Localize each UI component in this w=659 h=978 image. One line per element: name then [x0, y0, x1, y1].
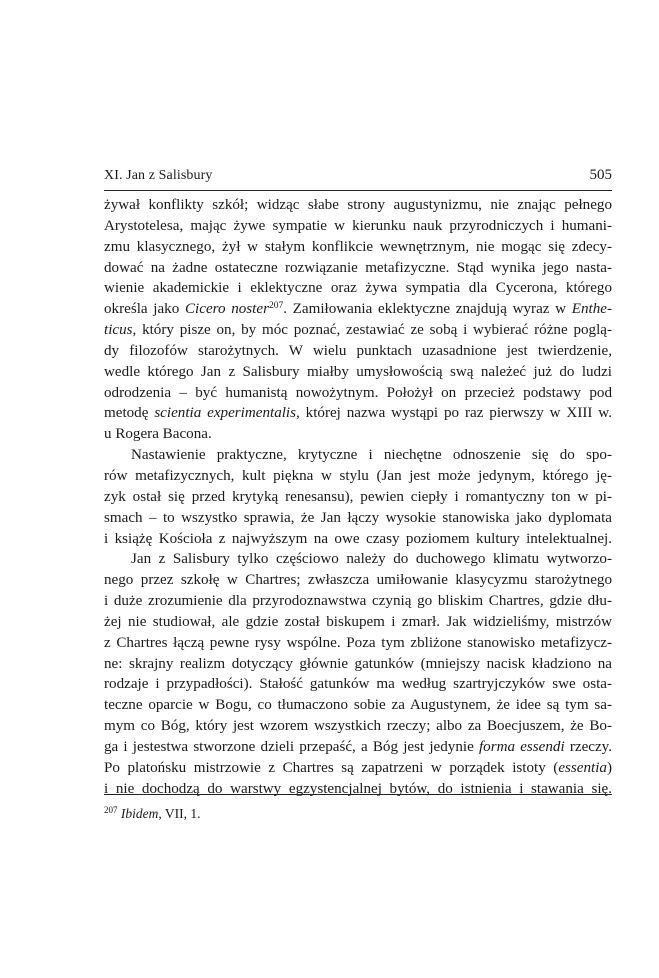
text-line: dy filozofów starożytnych. W wielu punktach uzasadnione jest twierdzenie, — [104, 342, 612, 359]
text-line: żywał konflikty szkół; widząc słabe strony augustynizmu, nie znając pełnego — [104, 197, 612, 213]
text-segment: rzeczy. — [564, 738, 613, 755]
text-line: Jan z Salisbury tylko częściowo należy do duchowego klimatu wytworzo- — [131, 551, 612, 568]
text-line: Arystotelesa, mając żywe sympatie w kierunku nauk przyrodniczych i humani- — [104, 217, 612, 234]
text-line: i nie dochodzą do warstwy egzystencjalnej bytów, do istnienia i stawania się. — [104, 780, 612, 797]
running-header — [104, 168, 612, 188]
header-rule — [104, 190, 612, 191]
footnote-rule — [104, 794, 612, 795]
text-line: Nastawienie praktyczne, krytyczne i niechętne odnoszenie się do spo- — [131, 447, 612, 464]
text-line: zmu klasycznego, żył w stałym konflikcie wewnętrznym, nie mogąc się zdecy- — [104, 238, 612, 255]
footnote-italic: Ibidem — [120, 806, 159, 821]
text-line — [104, 403, 612, 424]
text-line: z Chartres łączą pewne rysy wspólne. Poza tym zbliżone stanowisko metafizycz- — [104, 634, 612, 651]
text-line: teczne oparcie w Bogu, co tłumaczono sobie za Augustynem, że idee są tym sa- — [104, 697, 612, 714]
text-line: i duże zrozumienie dla przyrodoznawstwa czynią go bliskim Chartres, gdzie dłu- — [104, 593, 612, 610]
footnote-ref[interactable]: 207 — [268, 301, 284, 312]
text-segment: , który pisze on, by móc poznać, zestawiać ze sobą i wybierać różne poglą- — [132, 322, 612, 339]
text-line: zyk ostał się przed krytyką renesansu), pewien ciepły i romantyczny ton w pi- — [104, 488, 612, 505]
text-line: odrodzenia – być humanistą nowożytnym. Położył on przecież podstawy pod — [104, 384, 612, 401]
italic-phrase: ticus — [104, 322, 133, 339]
text-line — [104, 758, 612, 779]
footnote-number: 207 — [104, 805, 118, 815]
text-line: mym co Bóg, który jest wzorem wszystkich rzeczy; albo za Boecjuszem, że Bo- — [104, 718, 612, 735]
running-title: XI. Jan z Salisbury — [104, 168, 213, 183]
text-line: ne: skrajny realizm dotyczący głównie gatunków (mniejszy nacisk kładziono na — [104, 655, 612, 672]
footnote — [104, 806, 201, 822]
italic-phrase: essentia — [558, 759, 607, 776]
text-line: rodzaje i przypadłości). Stałość gatunków ma według szartryjczyków swe osta- — [104, 676, 612, 693]
text-line — [104, 737, 612, 758]
text-line: smach – to wszystko sprawia, że Jan łączy wysokie stanowiska jako dyplomata — [104, 509, 612, 526]
text-line: i książę Kościoła z najwyższym na owe czasy poziomem kultury intelektualnej. — [104, 530, 612, 547]
page-number: 505 — [589, 167, 612, 183]
text-line: u Rogera Bacona. — [104, 426, 212, 443]
footnote-text: , VII, 1. — [158, 806, 201, 821]
text-line — [104, 299, 612, 320]
text-line: dować na żadne ostateczne rozwiązanie metafizyczne. Stąd wynika jego nasta- — [104, 259, 612, 276]
text-segment: . Zamiłowania eklektyczne znajdują wyraz w — [283, 301, 572, 318]
text-line: rów metafizycznych, kult piękna w stylu (Jan jest może jedynym, którego ję- — [104, 467, 612, 484]
text-line: żej nie studiował, ale gdzie został biskupem i zmarł. Jak widzieliśmy, mistrzów — [104, 613, 612, 630]
paragraph-1 — [104, 195, 612, 445]
paragraph-3 — [104, 549, 612, 799]
text-line: wedle którego Jan z Salisbury miałby umysłowością swą należeć już do ludzi — [104, 363, 612, 380]
text-segment: metodę — [104, 405, 155, 422]
italic-phrase: scientia experimentalis — [154, 405, 296, 422]
italic-phrase: forma essendi — [478, 738, 565, 755]
text-segment: , której nazwa wystąpi po raz pierwszy w XIII w. — [296, 405, 612, 422]
text-segment: ga i jestestwa stworzone dzieli przepaść, a Bóg jest jedynie — [104, 738, 479, 755]
italic-phrase: Cicero noster — [184, 301, 269, 318]
paragraph-2 — [104, 445, 612, 549]
text-segment: ) — [606, 759, 612, 776]
main-text — [104, 195, 612, 799]
text-line: nego przez szkołę w Chartres; zwłaszcza umiłowanie klasycyzmu starożytnego — [104, 572, 612, 589]
text-segment: określa jako — [104, 301, 185, 318]
italic-phrase: Enthe- — [571, 301, 613, 318]
text-line — [104, 320, 612, 341]
text-segment: Po platońsku mistrzowie z Chartres są zapatrzeni w porządek istoty ( — [104, 759, 559, 776]
text-line: wienie akademickie i eklektyczne oraz żywa sympatia dla Cycerona, którego — [104, 280, 612, 297]
